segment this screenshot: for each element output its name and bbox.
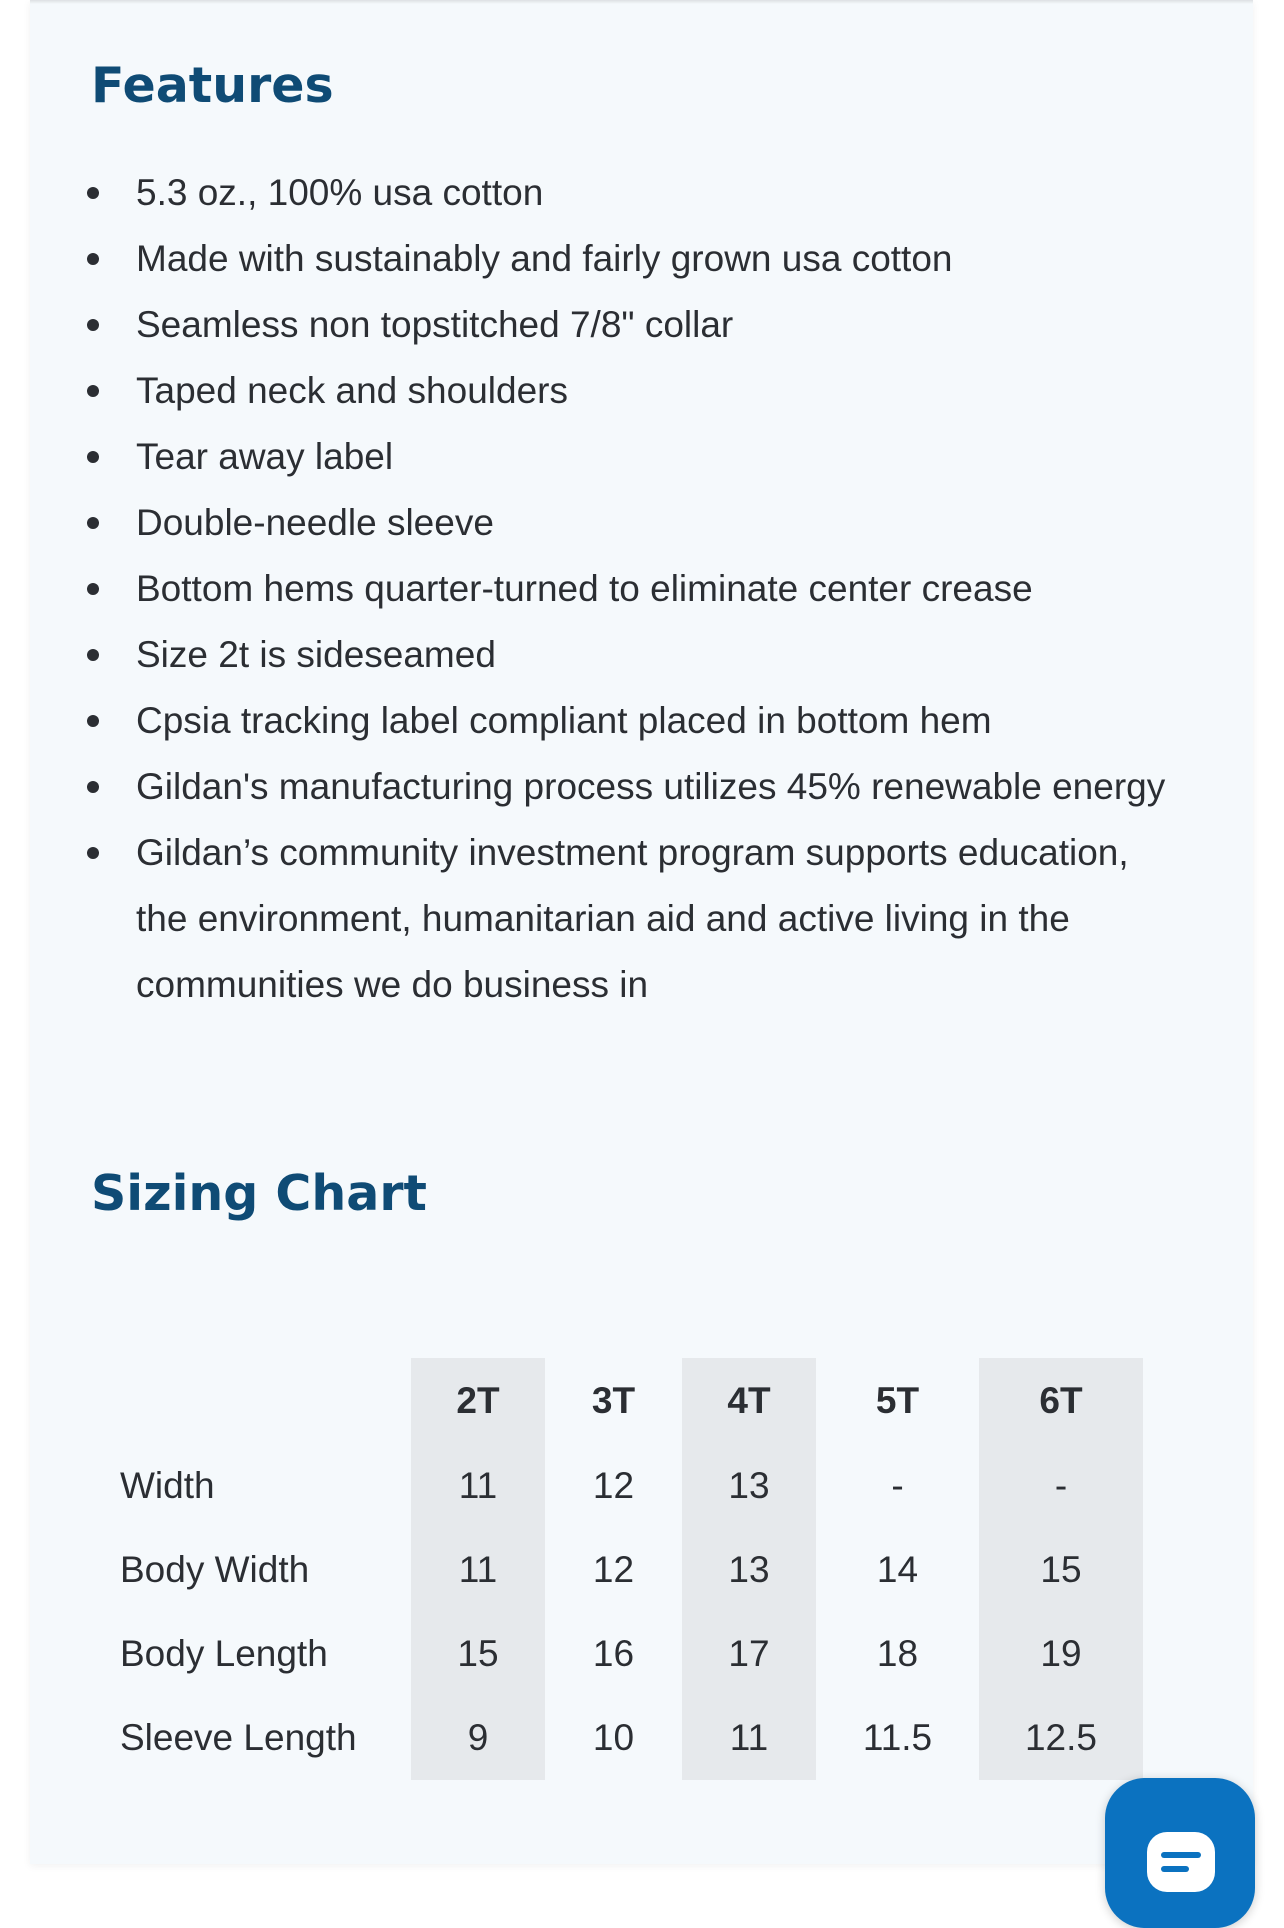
feature-text: Seamless non topstitched 7/8" collar <box>136 304 734 345</box>
feature-text: Taped neck and shoulders <box>136 370 568 411</box>
bullet-icon <box>87 649 99 661</box>
size-column-header: 2T <box>411 1358 545 1444</box>
bullet-icon <box>87 451 99 463</box>
feature-item <box>84 226 1184 292</box>
table-cell: 12 <box>592 1549 635 1590</box>
table-row <box>105 1528 1143 1612</box>
bullet-icon <box>87 847 99 859</box>
table-cell: 19 <box>979 1612 1143 1696</box>
table-cell: 15 <box>979 1528 1143 1612</box>
row-label: Width <box>120 1465 215 1506</box>
feature-item <box>84 754 1184 820</box>
features-heading: Features <box>91 57 334 114</box>
table-header-row <box>105 1358 1143 1444</box>
chat-button[interactable] <box>1105 1778 1255 1928</box>
table-cell: 14 <box>876 1549 919 1590</box>
feature-text: Cpsia tracking label compliant placed in bottom hem <box>136 700 992 741</box>
table-cell: 9 <box>411 1696 545 1780</box>
size-column-header: 4T <box>682 1358 816 1444</box>
feature-item <box>84 490 1184 556</box>
feature-text: Made with sustainably and fairly grown usa cotton <box>136 238 953 279</box>
sizing-table <box>105 1358 1143 1780</box>
feature-item <box>84 160 1184 226</box>
table-cell: 17 <box>682 1612 816 1696</box>
table-row <box>105 1444 1143 1528</box>
table-cell: 13 <box>682 1528 816 1612</box>
feature-item <box>84 688 1184 754</box>
table-cell: 12.5 <box>979 1696 1143 1780</box>
feature-item <box>84 820 1184 1018</box>
table-row <box>105 1612 1143 1696</box>
table-cell: 15 <box>411 1612 545 1696</box>
table-row <box>105 1696 1143 1780</box>
bullet-icon <box>87 253 99 265</box>
feature-text: Gildan’s community investment program supports education, the environment, humanitarian aid and active living in the communities we do business in <box>136 832 1129 1005</box>
table-cell: 16 <box>592 1633 635 1674</box>
top-divider-shadow <box>30 0 1253 4</box>
feature-text: Double-needle sleeve <box>136 502 494 543</box>
size-column-header: 6T <box>979 1358 1143 1444</box>
row-label: Body Length <box>120 1633 328 1674</box>
table-cell: - <box>891 1465 904 1506</box>
feature-item <box>84 622 1184 688</box>
chat-icon-line <box>1161 1852 1201 1858</box>
feature-text: 5.3 oz., 100% usa cotton <box>136 172 544 213</box>
chat-icon-line <box>1161 1866 1189 1872</box>
feature-text: Tear away label <box>136 436 394 477</box>
feature-item <box>84 424 1184 490</box>
size-column-header: 3T <box>591 1380 636 1421</box>
bullet-icon <box>87 319 99 331</box>
table-cell: 12 <box>592 1465 635 1506</box>
table-cell: 11 <box>682 1696 816 1780</box>
row-label: Body Width <box>120 1549 310 1590</box>
table-cell: 10 <box>592 1717 635 1758</box>
feature-item <box>84 556 1184 622</box>
bullet-icon <box>87 583 99 595</box>
bullet-icon <box>87 715 99 727</box>
table-cell: 11 <box>411 1528 545 1612</box>
table-cell: 11 <box>411 1444 545 1528</box>
feature-text: Bottom hems quarter-turned to eliminate center crease <box>136 568 1033 609</box>
table-cell: 13 <box>682 1444 816 1528</box>
feature-item <box>84 292 1184 358</box>
feature-item <box>84 358 1184 424</box>
chat-bubble-icon <box>1147 1832 1215 1892</box>
feature-text: Size 2t is sideseamed <box>136 634 496 675</box>
size-column-header: 5T <box>875 1380 920 1421</box>
sizing-chart-heading: Sizing Chart <box>91 1165 427 1222</box>
table-corner-cell <box>105 1358 411 1444</box>
table-cell: - <box>979 1444 1143 1528</box>
bullet-icon <box>87 781 99 793</box>
table-cell: 11.5 <box>862 1717 933 1758</box>
row-label: Sleeve Length <box>120 1717 357 1758</box>
table-cell: 18 <box>876 1633 919 1674</box>
bullet-icon <box>87 517 99 529</box>
bullet-icon <box>87 187 99 199</box>
bullet-icon <box>87 385 99 397</box>
feature-text: Gildan's manufacturing process utilizes 45% renewable energy <box>136 766 1166 807</box>
features-list <box>84 160 1184 1018</box>
